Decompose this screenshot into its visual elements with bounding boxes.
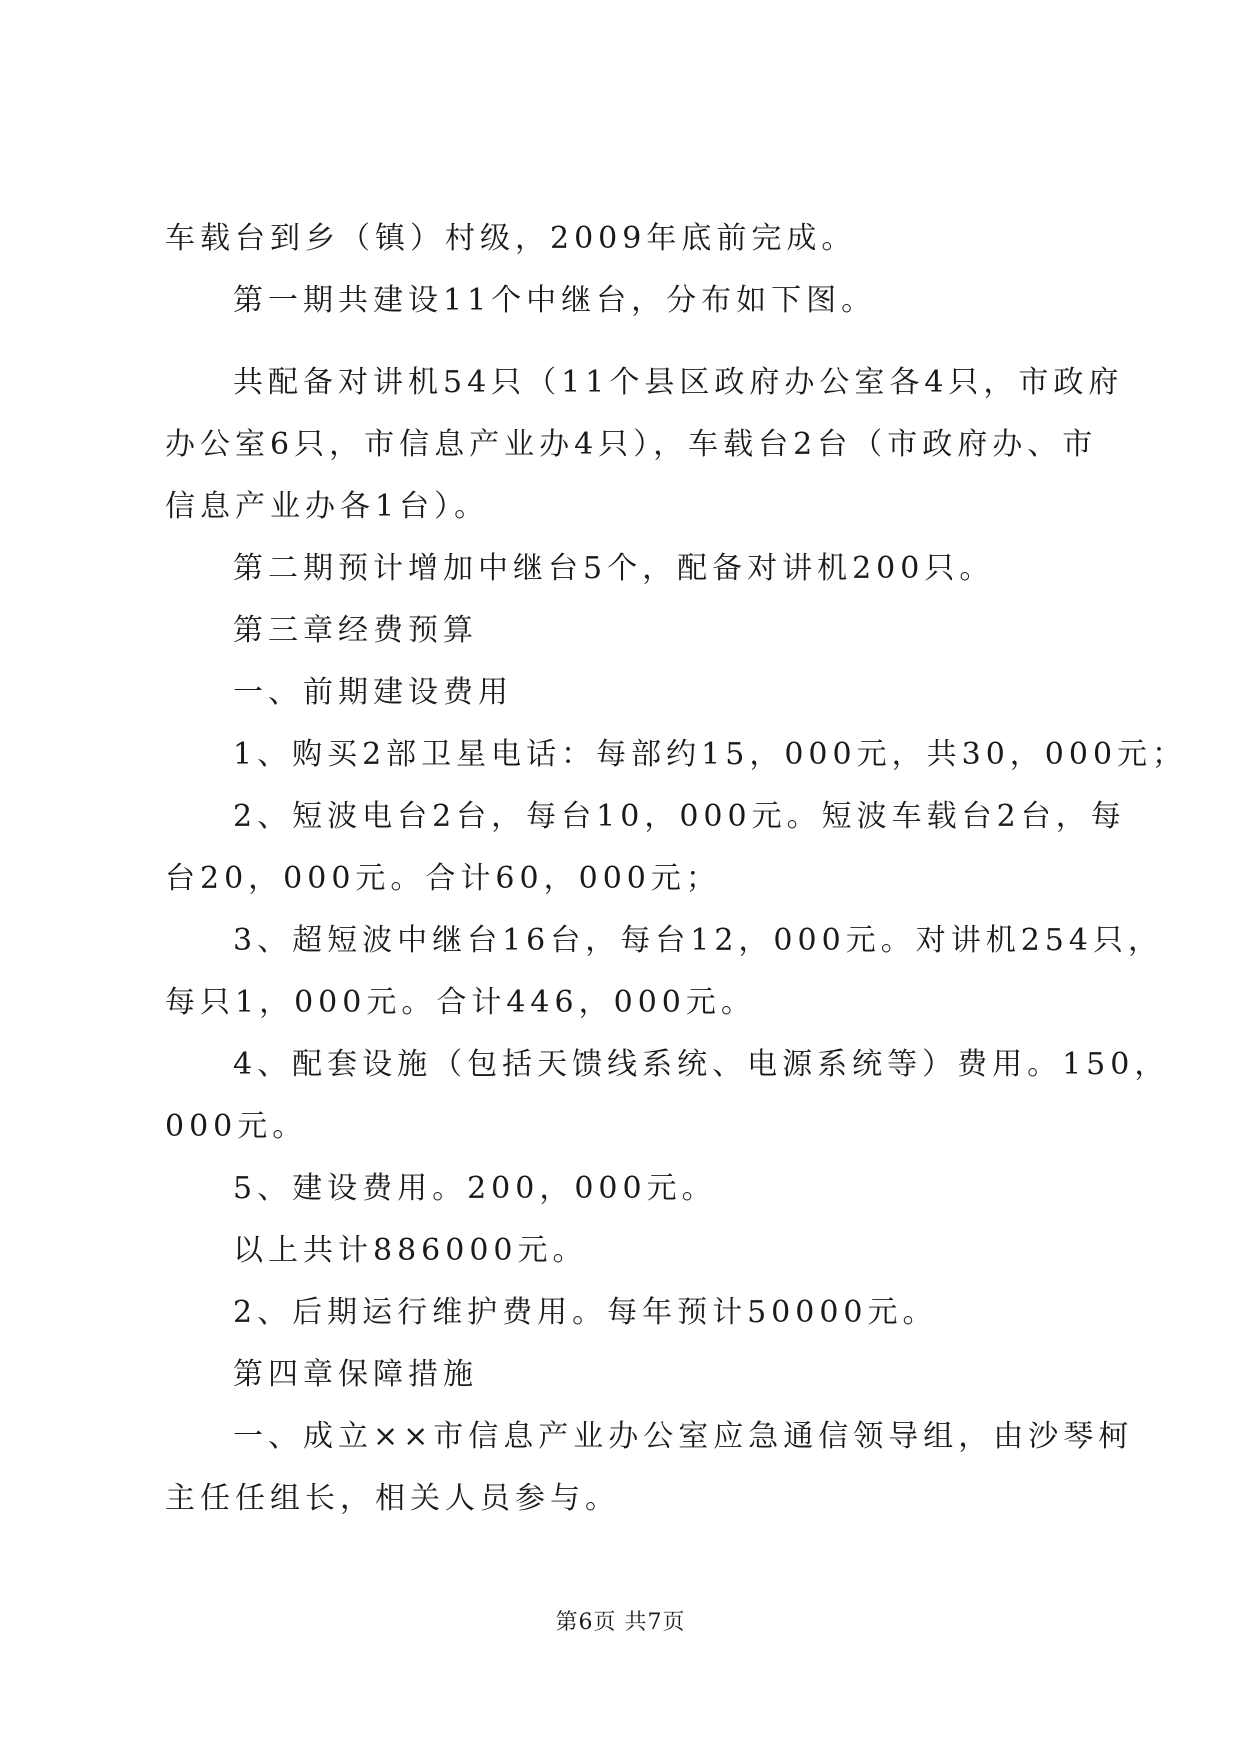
- text-line-6: 第二期预计增加中继台5个，配备对讲机200只。: [233, 551, 995, 586]
- page-footer: 第6页 共7页: [555, 1610, 686, 1635]
- text-line-18: 2、后期运行维护费用。每年预计50000元。: [233, 1295, 938, 1330]
- text-line-16: 5、建设费用。200，000元。: [233, 1171, 717, 1206]
- text-line-5: 信息产业办各1台）。: [165, 489, 490, 524]
- text-line-15: 000元。: [165, 1109, 308, 1144]
- text-line-9: 1、购买2部卫星电话：每部约15，000元，共30，000元；: [233, 737, 1188, 772]
- text-line-3: 共配备对讲机54只（11个县区政府办公室各4只，市政府: [233, 365, 1124, 400]
- text-line-13: 每只1，000元。合计446，000元。: [165, 985, 756, 1020]
- section-heading-1: 一、前期建设费用: [233, 675, 513, 710]
- text-line-21: 主任任组长，相关人员参与。: [165, 1481, 620, 1516]
- text-line-4: 办公室6只，市信息产业办4只），车载台2台（市政府办、市: [165, 427, 1098, 462]
- chapter-heading-4: 第四章保障措施: [233, 1357, 478, 1392]
- text-line-11: 台20，000元。合计60，000元；: [165, 861, 721, 896]
- text-line-17: 以上共计886000元。: [233, 1233, 588, 1268]
- text-line-12: 3、超短波中继台16台，每台12，000元。对讲机254只，: [233, 923, 1163, 958]
- text-line-2: 第一期共建设11个中继台，分布如下图。: [233, 283, 877, 318]
- text-line-14: 4、配套设施（包括天馈线系统、电源系统等）费用。150，: [233, 1047, 1170, 1082]
- chapter-heading-3: 第三章经费预算: [233, 613, 478, 648]
- text-line-10: 2、短波电台2台，每台10，000元。短波车载台2台，每: [233, 799, 1126, 834]
- text-line-20: 一、成立××市信息产业办公室应急通信领导组，由沙琴柯: [233, 1419, 1134, 1454]
- text-line-1: 车载台到乡（镇）村级，2009年底前完成。: [165, 221, 857, 256]
